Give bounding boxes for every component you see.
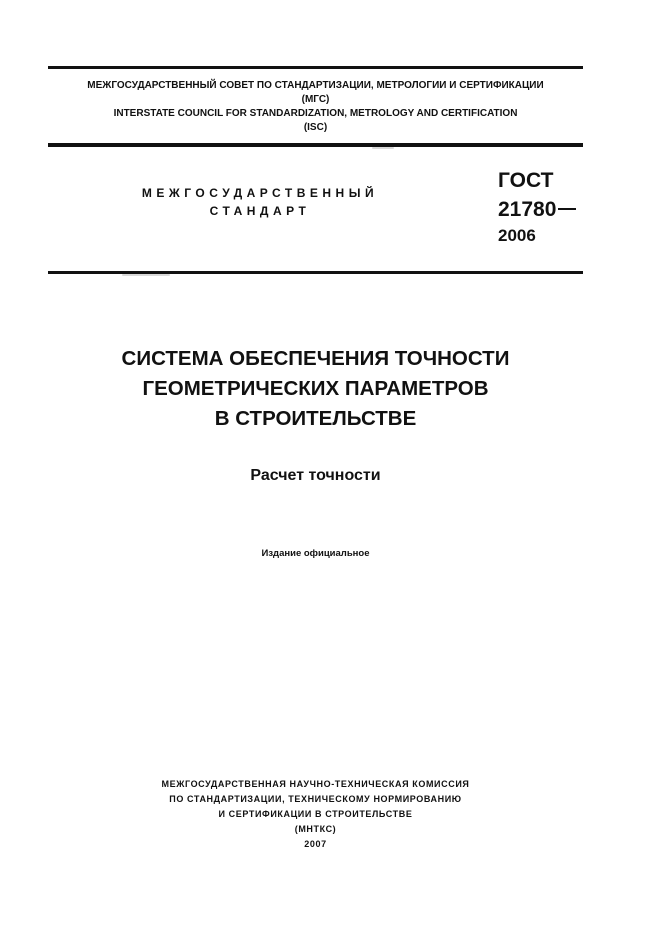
publisher-line1: МЕЖГОСУДАРСТВЕННАЯ НАУЧНО-ТЕХНИЧЕСКАЯ КОМИССИЯ [161, 779, 470, 789]
document-title [48, 344, 583, 434]
document-subtitle: Расчет точности [250, 467, 381, 484]
publisher-abbr: (МНТКС) [294, 824, 337, 834]
council-abbr-ru: (МГС) [301, 94, 330, 105]
publisher-line3: И СЕРТИФИКАЦИИ В СТРОИТЕЛЬСТВЕ [218, 809, 413, 819]
council-header [48, 79, 583, 135]
standard-kind-line1: МЕЖГОСУДАРСТВЕННЫЙ [141, 186, 379, 200]
council-name-ru: МЕЖГОСУДАРСТВЕННЫЙ СОВЕТ ПО СТАНДАРТИЗАЦИИ, МЕТРОЛОГИИ И СЕРТИФИКАЦИИ [87, 80, 544, 91]
scan-speck [372, 147, 394, 149]
publisher-line2: ПО СТАНДАРТИЗАЦИИ, ТЕХНИЧЕСКОМУ НОРМИРОВАНИЮ [169, 794, 462, 804]
council-name-en: INTERSTATE COUNCIL FOR STANDARDIZATION, METROLOGY AND CERTIFICATION [113, 108, 518, 119]
top-rule [48, 66, 583, 69]
gost-dash [558, 208, 576, 210]
title-line3: В СТРОИТЕЛЬСТВЕ [214, 407, 417, 430]
edition-note: Издание официальное [261, 548, 370, 559]
publisher-block [48, 777, 583, 852]
standard-kind [100, 184, 420, 220]
gost-year: 2006 [498, 226, 536, 245]
standard-kind-line2: СТАНДАРТ [209, 204, 311, 218]
gost-designation [498, 168, 576, 247]
publication-year: 2007 [304, 839, 327, 849]
title-line2: ГЕОМЕТРИЧЕСКИХ ПАРАМЕТРОВ [142, 377, 489, 400]
gost-number: 21780 [498, 198, 557, 221]
title-line1: СИСТЕМА ОБЕСПЕЧЕНИЯ ТОЧНОСТИ [121, 347, 510, 370]
gost-label: ГОСТ [498, 169, 554, 192]
council-abbr-en: (ISC) [303, 122, 328, 133]
scan-speck [122, 274, 170, 276]
header-divider [48, 143, 583, 147]
